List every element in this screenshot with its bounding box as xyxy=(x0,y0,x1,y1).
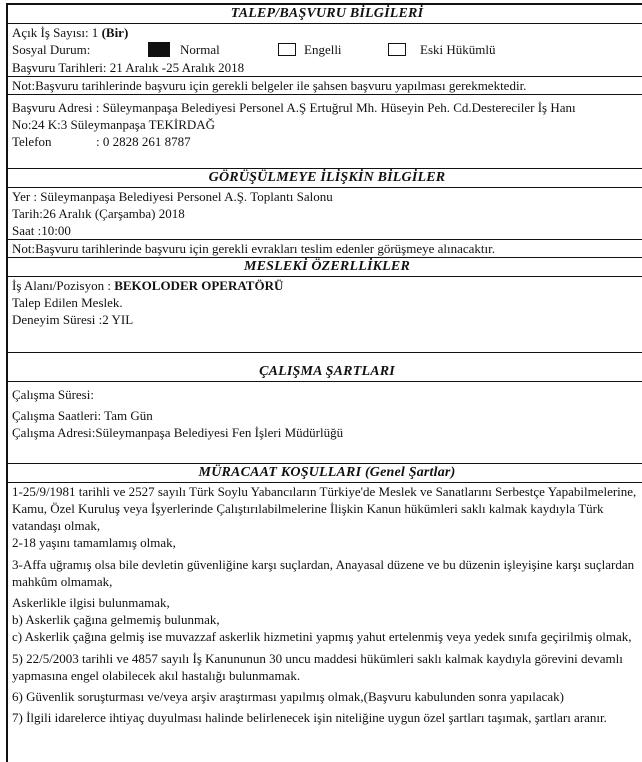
calisma-suresi: Çalışma Süresi: xyxy=(12,387,94,402)
muracaat-item-7: 7) İlgili idarelerce ihtiyaç duyulması halinde belirlenecek işin niteliğine uygun özel şartları taşımak, şartları aranır. xyxy=(12,710,607,725)
gorusme-section xyxy=(8,169,642,258)
acik-is-value: (Bir) xyxy=(101,25,129,40)
muracaat-item-3: 3-Affa uğramış olsa bile devletin güvenliğine karşı suçlardan, Anayasal düzene ve bu düzenin işleyişine karşı suçlardan mahkûm olmamak, xyxy=(12,557,635,589)
muracaat-item-4a: Askerlikle ilgisi bulunmamak, xyxy=(12,595,170,610)
calisma-saatleri: Çalışma Saatleri: Tam Gün xyxy=(12,408,153,423)
is-alani-row xyxy=(8,277,642,294)
normal-label: Normal xyxy=(180,42,220,57)
normal-checkbox[interactable] xyxy=(148,42,170,57)
engelli-checkbox[interactable] xyxy=(278,43,296,56)
eski-hukumlu-checkbox[interactable] xyxy=(388,43,406,56)
telefon-label: Telefon xyxy=(12,134,52,149)
application-form xyxy=(6,3,642,762)
basvuru-adresi-line-1: Başvuru Adresi : Süleymanpaşa Belediyesi Personel A.Ş Ertuğrul Mh. Hüseyin Peh. Cd.Destereciler İş Hanı xyxy=(12,100,576,115)
basvuru-tarihleri: Başvuru Tarihleri: 21 Aralık -25 Aralık 2018 xyxy=(8,59,642,77)
calisma-adresi: Çalışma Adresi:Süleymanpaşa Belediyesi Fen İşleri Müdürlüğü xyxy=(12,425,344,440)
telefon-row xyxy=(8,133,642,150)
muracaat-item-1: 1-25/9/1981 tarihli ve 2527 sayılı Türk Soylu Yabancıların Türkiye'de Meslek ve Sanatlarını Serbestçe Yapabilmelerine, Kamu, Özel Kuruluş veya İşyerlerinde Çalıştırılabilmelerine İlişkin Kanun hükümleri saklı kalmak kaydıyla Türk vatandaşı olmak, xyxy=(12,484,637,533)
talep-not: Not:Başvuru tarihlerinde başvuru için gerekli belgeler ile şahsen başvuru yapılması gerekmektedir. xyxy=(8,77,642,95)
gorusme-title: GÖRÜŞÜLMEYE İLİŞKİN BİLGİLER xyxy=(8,169,642,188)
muracaat-item-2: 2-18 yaşını tamamlamış olmak, xyxy=(12,535,176,550)
basvuru-adresi-line-2: No:24 K:3 Süleymanpaşa TEKİRDAĞ xyxy=(12,117,216,132)
eski-hukumlu-label: Eski Hükümlü xyxy=(420,42,496,57)
calisma-title: ÇALIŞMA ŞARTLARI xyxy=(8,363,642,382)
sosyal-durum-row xyxy=(8,41,642,59)
deneyim-suresi: Deneyim Süresi :2 YIL xyxy=(12,312,134,327)
sosyal-durum-label: Sosyal Durum: xyxy=(12,42,91,57)
muracaat-item-4c: c) Askerlik çağına gelmiş ise muvazzaf askerlik hizmetini yapmış yahut ertelenmiş veya yedek sınıfa geçirilmiş olmak, xyxy=(12,629,632,644)
mesleki-section xyxy=(8,258,642,353)
telefon-value: : 0 2828 261 8787 xyxy=(96,134,191,149)
acik-is-label: Açık İş Sayısı: 1 xyxy=(12,25,99,40)
talep-edilen-meslek: Talep Edilen Meslek. xyxy=(12,295,123,310)
muracaat-item-5: 5) 22/5/2003 tarihli ve 4857 sayılı İş Kanununun 30 uncu maddesi hükümleri saklı kalmak kaydıyla görevini devamlı yapmasına engel olabilecek akıl hastalığı bulunmamak. xyxy=(12,651,623,683)
acik-is-sayisi xyxy=(8,24,642,41)
talep-title: TALEP/BAŞVURU BİLGİLERİ xyxy=(8,5,642,24)
talep-section xyxy=(8,5,642,169)
gorusme-tarih: Tarih:26 Aralık (Çarşamba) 2018 xyxy=(12,206,185,221)
gorusme-saat: Saat :10:00 xyxy=(8,222,642,240)
mesleki-title: MESLEKİ ÖZERLLİKLER xyxy=(8,258,642,277)
gorusme-yer: Yer : Süleymanpaşa Belediyesi Personel A.Ş. Toplantı Salonu xyxy=(12,189,333,204)
is-alani-label: İş Alanı/Pozisyon : xyxy=(12,278,111,293)
muracaat-section xyxy=(8,464,642,726)
muracaat-item-6: 6) Güvenlik soruşturması ve/veya arşiv araştırması yapılmış olmak,(Başvuru kabulunden sonra yapılacak) xyxy=(12,689,564,704)
is-alani-value: BEKOLODER OPERATÖRÜ xyxy=(114,278,284,293)
engelli-label: Engelli xyxy=(304,42,342,57)
muracaat-title: MÜRACAAT KOŞULLARI (Genel Şartlar) xyxy=(8,464,642,483)
calisma-section xyxy=(8,353,642,464)
gorusme-not: Not:Başvuru tarihlerinde başvuru için gerekli evrakları teslim edenler görüşmeye alınacaktır. xyxy=(12,241,495,256)
muracaat-item-4b: b) Askerlik çağına gelmemiş bulunmak, xyxy=(12,612,220,627)
